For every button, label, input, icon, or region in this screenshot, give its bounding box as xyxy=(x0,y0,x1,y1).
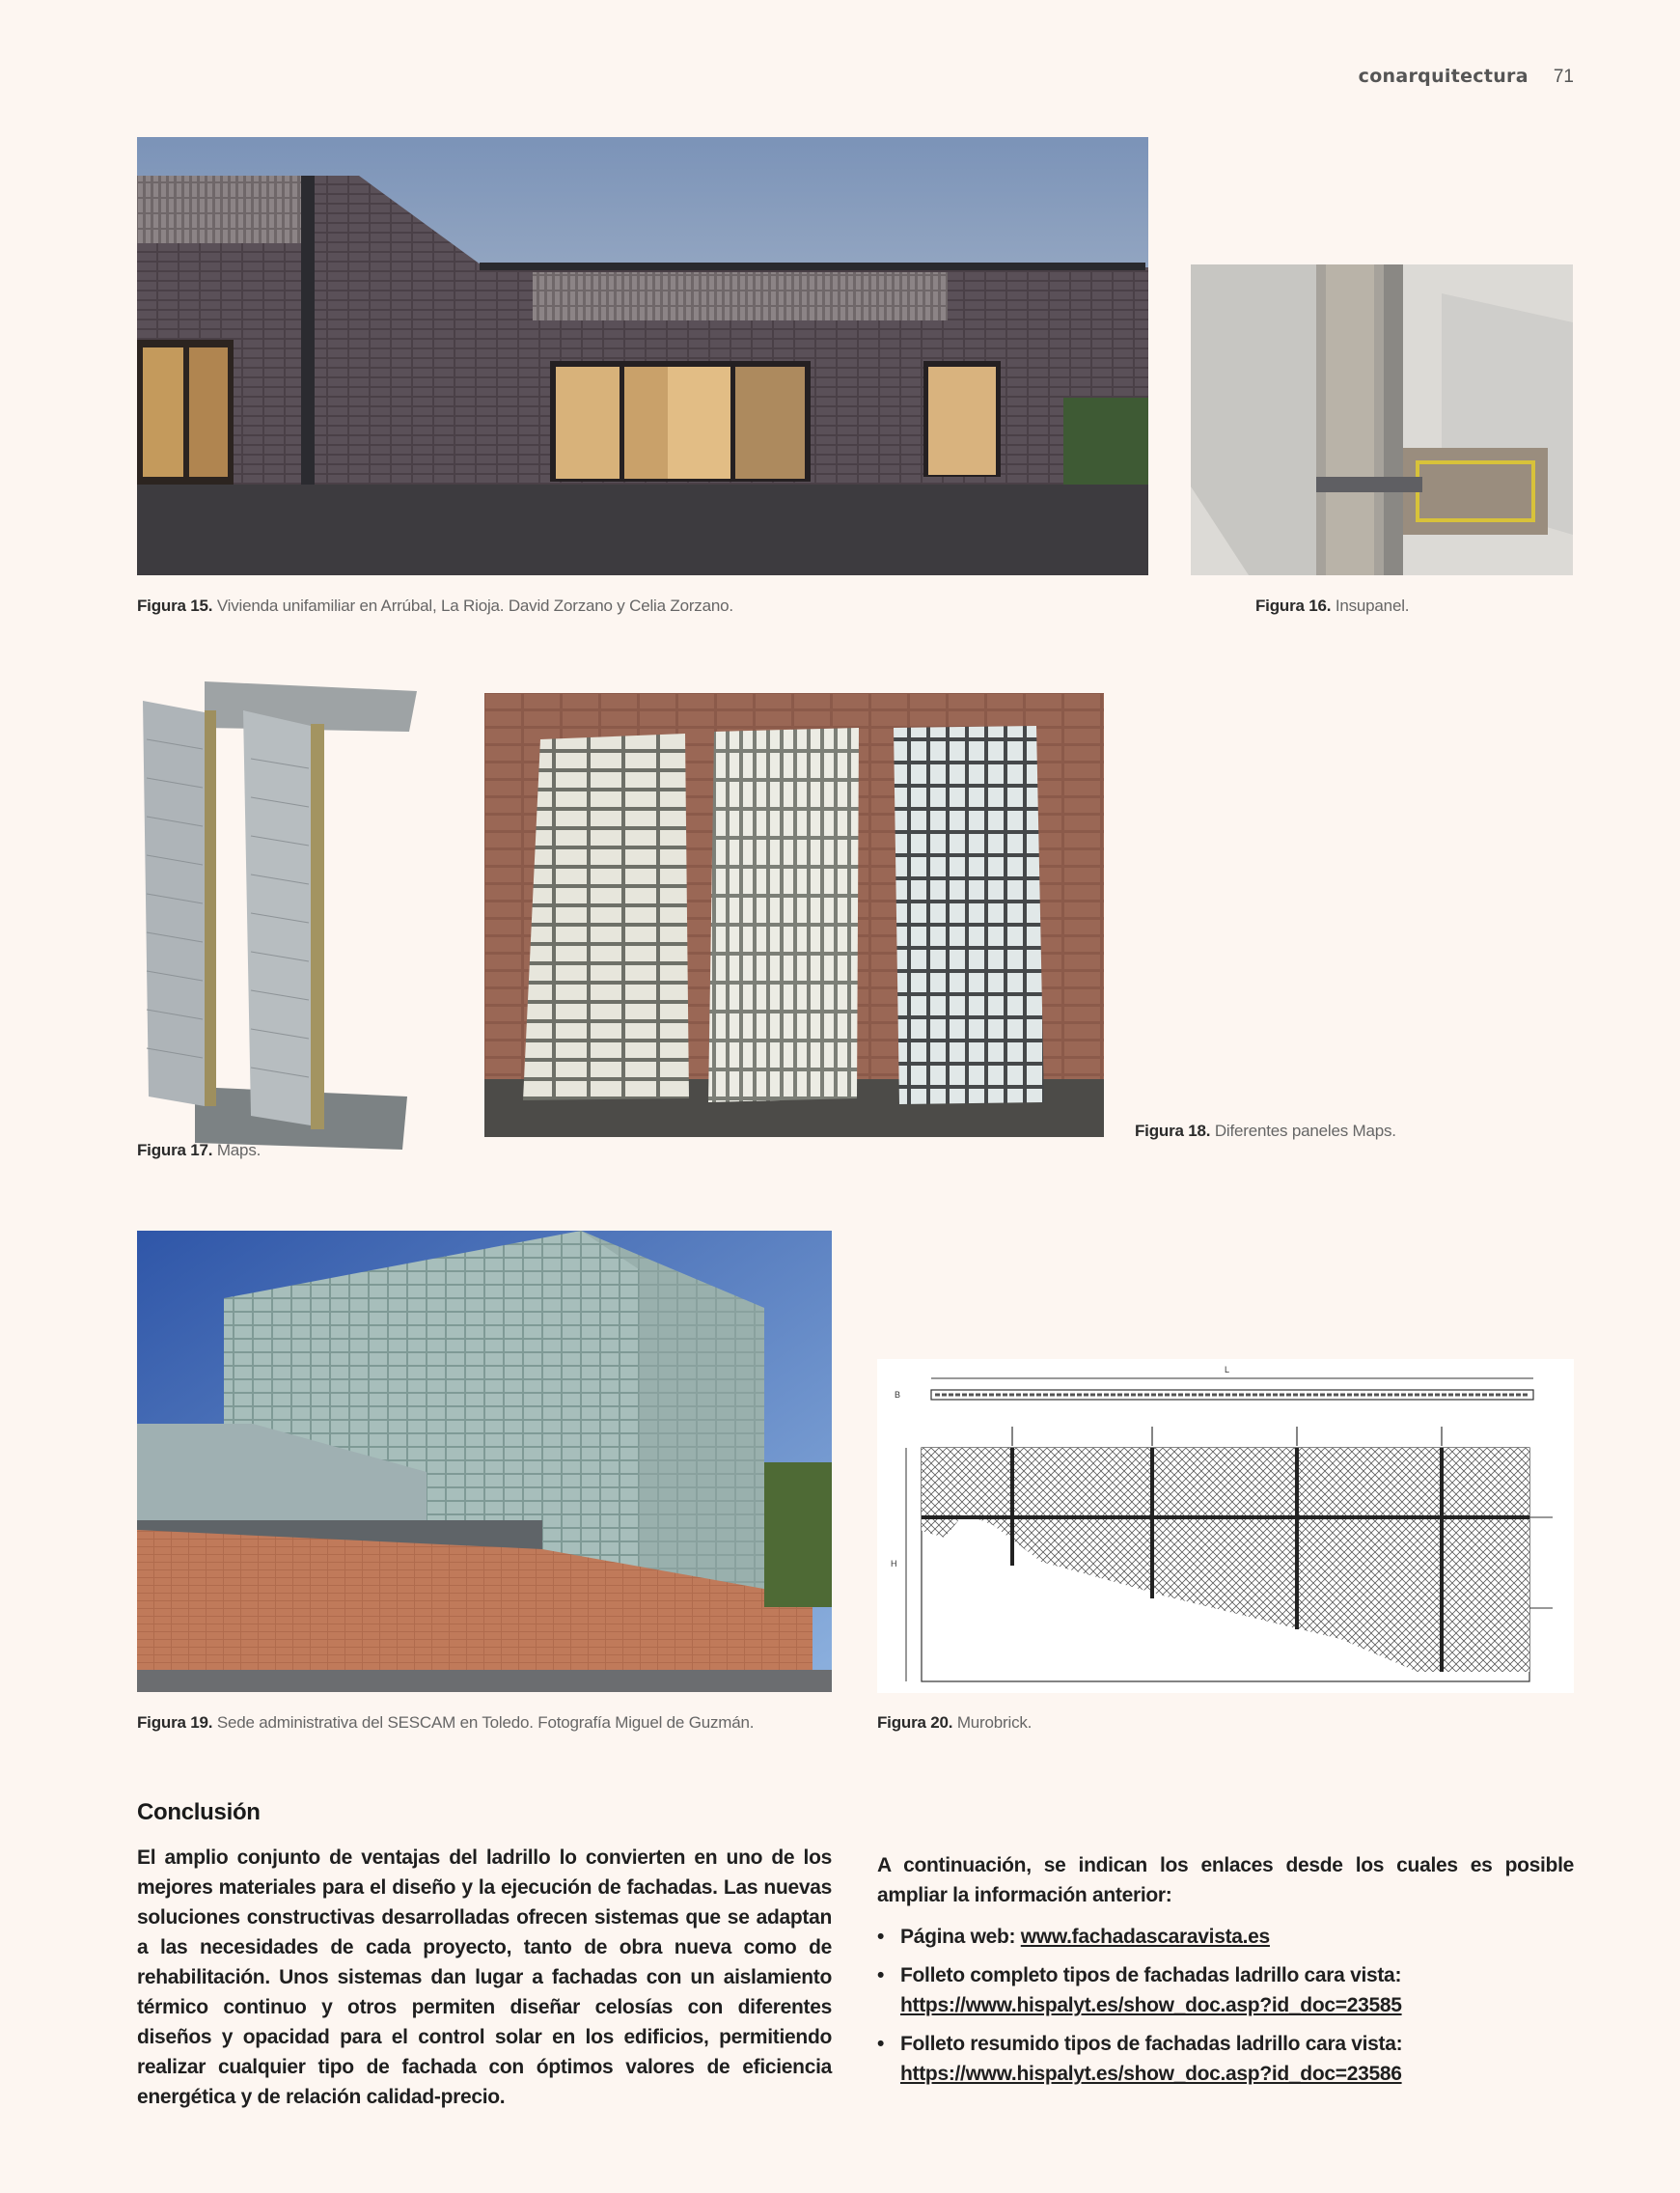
figure-18-text: Diferentes paneles Maps. xyxy=(1214,1122,1396,1140)
figure-15-caption xyxy=(137,597,733,616)
dimension-label-B: B xyxy=(895,1390,901,1400)
figure-20-text: Murobrick. xyxy=(956,1713,1033,1732)
website-link[interactable]: www.fachadascaravista.es xyxy=(1020,1926,1270,1948)
figure-19-label: Figura 19. xyxy=(137,1713,213,1732)
figure-16-image xyxy=(1191,264,1573,575)
conclusion-paragraph: El amplio conjunto de ventajas del ladrillo lo convierten en uno de los mejores materiales para el diseño y la ejecución de fachadas. Las nuevas soluciones constructivas desarrolladas ofrecen sistemas que se adaptan a las necesidades de cada proyecto, tanto de obra nueva como de rehabilitación. Unos sistemas dan lugar a fachadas con un aislamiento térmico continuo y otros permiten diseñar celosías con diferentes diseños y opacidad para el control solar en los edificios, permitiendo realizar cualquier tipo de fachada con óptimos valores de eficiencia energética y de relación calidad-precio. xyxy=(137,1846,832,2108)
figure-17-label: Figura 17. xyxy=(137,1141,213,1159)
figure-15-image xyxy=(137,137,1148,575)
full-brochure-label: • Folleto completo tipos de fachadas ladrillo cara vista: xyxy=(900,1964,1402,1986)
figure-17-text: Maps. xyxy=(216,1141,262,1159)
figure-15-label: Figura 15. xyxy=(137,597,213,615)
list-item xyxy=(877,2029,1574,2089)
links-list xyxy=(877,1922,1574,2089)
dimension-label-L: L xyxy=(1225,1365,1230,1374)
summary-brochure-link[interactable]: https://www.hispalyt.es/show_doc.asp?id_doc=23586 xyxy=(900,2063,1402,2085)
conclusion-heading: Conclusión xyxy=(137,1799,261,1825)
figure-20-caption xyxy=(877,1713,1032,1733)
figure-20-label: Figura 20. xyxy=(877,1713,953,1732)
links-section xyxy=(877,1850,1574,2097)
dimension-label-H: H xyxy=(891,1559,897,1568)
figure-18-caption xyxy=(1135,1122,1396,1141)
figure-16-label: Figura 16. xyxy=(1255,597,1332,615)
web-link-label: Página web: xyxy=(900,1926,1021,1948)
figure-19-text: Sede administrativa del SESCAM en Toledo. Fotografía Miguel de Guzmán. xyxy=(216,1713,755,1732)
figure-16-text: Insupanel. xyxy=(1335,597,1410,615)
page-header xyxy=(1359,66,1574,88)
list-item xyxy=(877,1922,1574,1952)
page-number: 71 xyxy=(1553,67,1574,87)
list-item xyxy=(877,1960,1574,2020)
figure-18-image xyxy=(484,693,1104,1137)
figure-17-image xyxy=(137,681,417,1154)
full-brochure-link[interactable]: https://www.hispalyt.es/show_doc.asp?id_doc=23585 xyxy=(900,1994,1402,2016)
figure-19-image xyxy=(137,1231,832,1692)
figure-18-label: Figura 18. xyxy=(1135,1122,1211,1140)
figure-17-caption xyxy=(137,1141,261,1160)
figure-16-caption xyxy=(1255,597,1409,616)
figure-15-text: Vivienda unifamiliar en Arrúbal, La Rioja. David Zorzano y Celia Zorzano. xyxy=(216,597,733,615)
links-intro: A continuación, se indican los enlaces desde los cuales es posible ampliar la información anterior: xyxy=(877,1854,1574,1906)
summary-brochure-label: • Folleto resumido tipos de fachadas ladrillo cara vista: xyxy=(900,2033,1403,2055)
figure-19-caption xyxy=(137,1713,754,1733)
publication-brand: conarquitectura xyxy=(1358,66,1529,87)
figure-20-drawing xyxy=(877,1359,1574,1693)
